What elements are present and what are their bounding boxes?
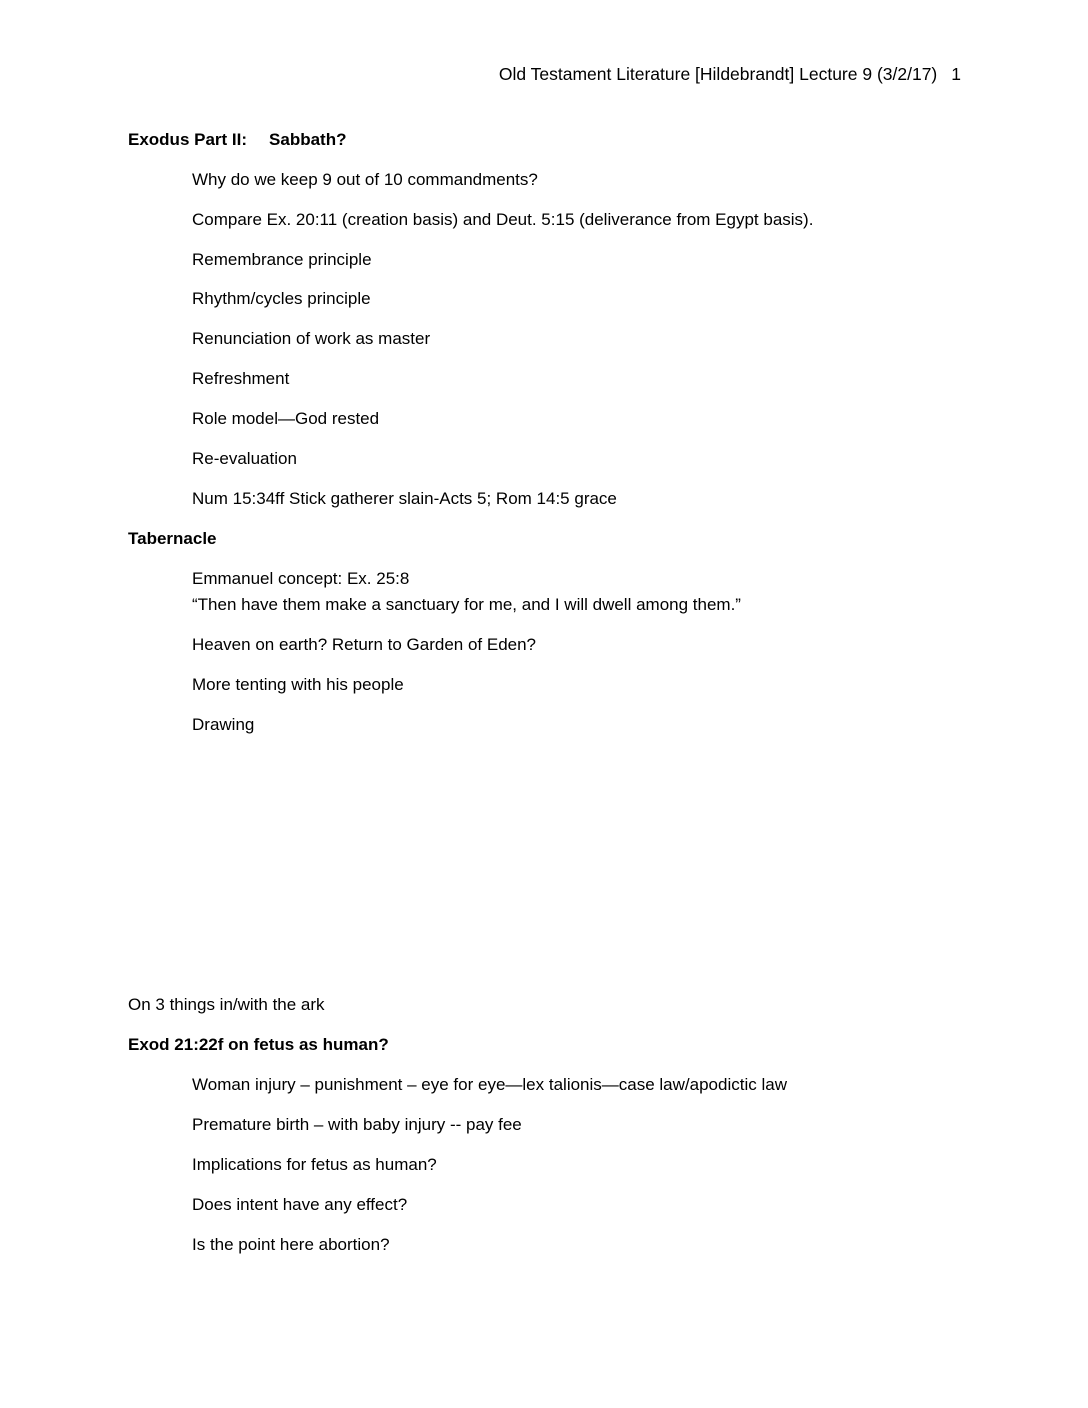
sabbath-heading-topic: Sabbath? bbox=[269, 130, 347, 149]
exod-item: Woman injury – punishment – eye for eye—lex talionis—case law/apodictic law bbox=[192, 1075, 787, 1094]
sabbath-heading bbox=[128, 130, 346, 150]
exod-item: Is the point here abortion? bbox=[192, 1235, 390, 1254]
exod-item: Does intent have any effect? bbox=[192, 1195, 408, 1214]
sabbath-item: Role model—God rested bbox=[192, 409, 380, 428]
exod-item: Premature birth – with baby injury -- pay fee bbox=[192, 1115, 522, 1134]
sabbath-item: Compare Ex. 20:11 (creation basis) and Deut. 5:15 (deliverance from Egypt basis). bbox=[192, 210, 814, 229]
exod-item: Implications for fetus as human? bbox=[192, 1155, 437, 1174]
tabernacle-item: Drawing bbox=[192, 715, 255, 734]
sabbath-item: Why do we keep 9 out of 10 commandments? bbox=[192, 170, 538, 189]
page-number: 1 bbox=[951, 64, 961, 84]
scripture-quote: “Then have them make a sanctuary for me, and I will dwell among them.” bbox=[192, 595, 741, 614]
sabbath-item: Re-evaluation bbox=[192, 449, 297, 468]
sabbath-item: Renunciation of work as master bbox=[192, 329, 431, 348]
header-title: Old Testament Literature [Hildebrandt] Lecture 9 (3/2/17) bbox=[498, 64, 938, 84]
sabbath-item: Num 15:34ff Stick gatherer slain-Acts 5; Rom 14:5 grace bbox=[192, 489, 617, 508]
sabbath-item: Refreshment bbox=[192, 369, 290, 388]
sabbath-item: Rhythm/cycles principle bbox=[192, 289, 371, 308]
tabernacle-heading: Tabernacle bbox=[128, 529, 217, 548]
emmanuel-line: Emmanuel concept: Ex. 25:8 bbox=[192, 569, 410, 588]
sabbath-heading-part: Exodus Part II: bbox=[128, 130, 248, 149]
tabernacle-item: More tenting with his people bbox=[192, 675, 404, 694]
sabbath-item: Remembrance principle bbox=[192, 250, 372, 269]
exod-heading: Exod 21:22f on fetus as human? bbox=[128, 1035, 389, 1054]
tabernacle-item: Heaven on earth? Return to Garden of Eden? bbox=[192, 635, 537, 654]
ark-note: On 3 things in/with the ark bbox=[128, 995, 325, 1014]
page-header bbox=[499, 64, 961, 85]
